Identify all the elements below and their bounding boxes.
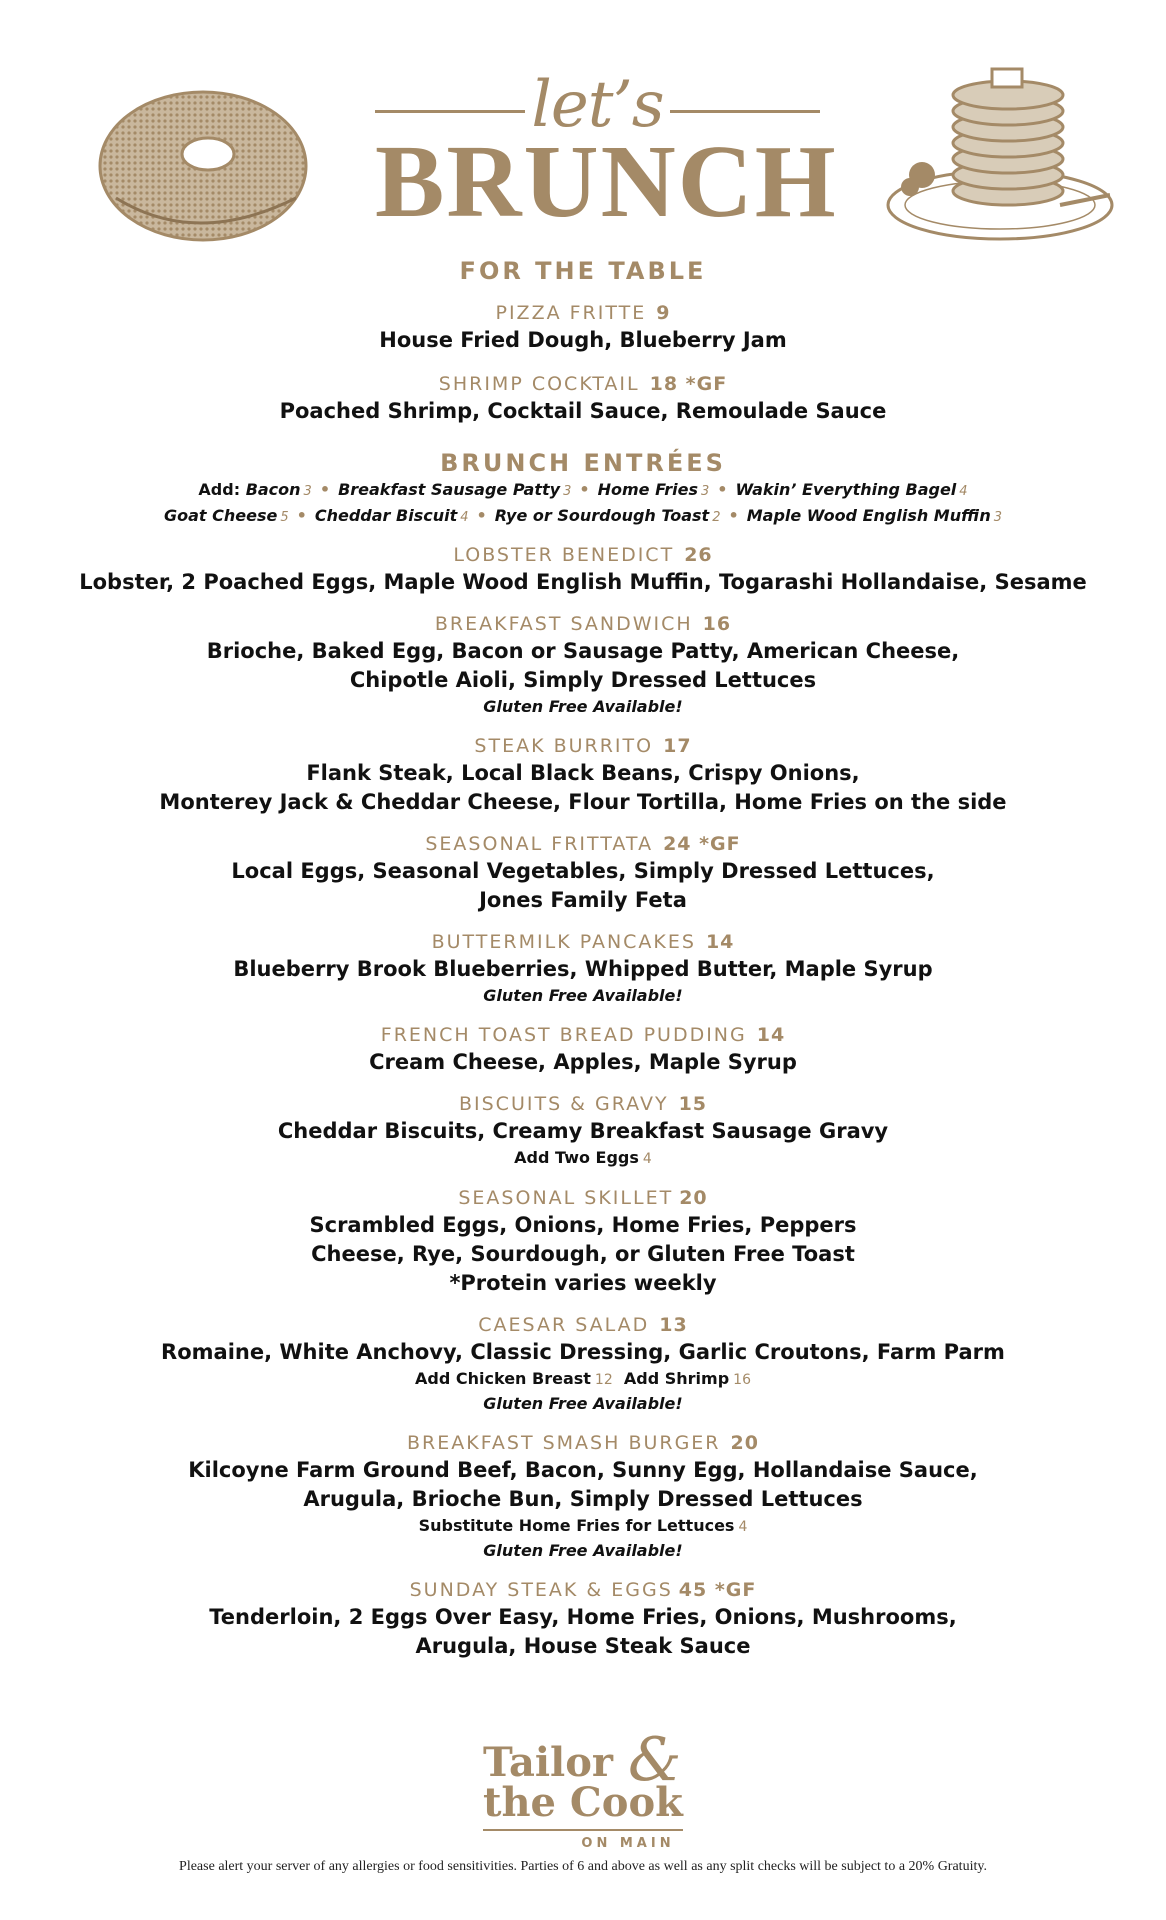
- addon-price: 5: [280, 510, 289, 525]
- item-name-text: PIZZA FRITTE: [495, 302, 647, 324]
- item-name-text: BISCUITS & GRAVY: [458, 1093, 669, 1115]
- logo-rule: [483, 1829, 683, 1831]
- menu-item-breakfast-smash-burger: [0, 1430, 1166, 1563]
- menu-body: [0, 250, 1166, 1661]
- item-description: Cheddar Biscuits, Creamy Breakfast Sausage Gravy: [277, 1119, 889, 1143]
- menu-item-seasonal-skillet: [0, 1185, 1166, 1298]
- menu-item-shrimp-cocktail: [0, 371, 1166, 426]
- add-on-line: [0, 1146, 1166, 1171]
- menu-item-breakfast-sandwich: [0, 611, 1166, 719]
- item-name-text: STEAK BURRITO: [474, 735, 654, 757]
- item-name-text: LOBSTER BENEDICT: [453, 544, 675, 566]
- section-title-for-the-table: FOR THE TABLE: [459, 257, 707, 285]
- addon-name: Breakfast Sausage Patty: [338, 480, 561, 499]
- logo-line-tailor: Tailor: [483, 1739, 613, 1786]
- bullet-separator: •: [717, 480, 728, 499]
- add-on-label: Add Two Eggs: [514, 1148, 639, 1167]
- addon-name: Bacon: [245, 480, 301, 499]
- tailor-and-the-cook-logo: [478, 1725, 698, 1862]
- item-price: 20: [730, 1432, 759, 1454]
- item-price: 15: [678, 1093, 708, 1115]
- menu-item-biscuits-and-gravy: [0, 1091, 1166, 1171]
- addon-name: Maple Wood English Muffin: [746, 506, 991, 525]
- menu-item-pizza-fritte: [0, 300, 1166, 355]
- item-price: 14: [756, 1024, 786, 1046]
- addon-price: 4: [959, 484, 968, 499]
- item-name: [0, 1022, 1166, 1048]
- item-price: 18 *GF: [649, 373, 728, 395]
- item-name-text: BUTTERMILK PANCAKES: [431, 931, 696, 953]
- add-on-price: 16: [733, 1372, 751, 1388]
- menu-item-buttermilk-pancakes: [0, 929, 1166, 1008]
- addon-name: Wakin’ Everything Bagel: [735, 480, 957, 499]
- item-name: [0, 371, 1166, 397]
- item-name: [0, 1312, 1166, 1338]
- pancake-stack-illustration: [880, 55, 1120, 250]
- lets-row: [375, 70, 820, 140]
- item-description: House Fried Dough, Blueberry Jam: [379, 328, 787, 352]
- item-description: Local Eggs, Seasonal Vegetables, Simply Dressed Lettuces,: [231, 859, 935, 883]
- item-description: Brioche, Baked Egg, Bacon or Sausage Patty, American Cheese,: [206, 639, 960, 663]
- item-price: 16: [702, 613, 732, 635]
- item-description: Scrambled Eggs, Onions, Home Fries, Peppers: [309, 1213, 857, 1237]
- addon-name: Home Fries: [597, 480, 698, 499]
- bagel-illustration: [96, 88, 311, 248]
- item-price: 24 *GF: [663, 833, 741, 855]
- addon-price: 2: [712, 510, 721, 525]
- menu-item-french-toast-bread-pudding: [0, 1022, 1166, 1077]
- title-rule-right: [670, 110, 820, 113]
- item-price: 20: [679, 1187, 708, 1209]
- bullet-separator: •: [579, 480, 590, 499]
- item-description: Romaine, White Anchovy, Classic Dressing, Garlic Croutons, Farm Parm: [161, 1340, 1005, 1364]
- addon-name: Goat Cheese: [163, 506, 278, 525]
- allergy-gratuity-notice: Please alert your server of any allergies or food sensitivities. Parties of 6 and above as well as any split checks will be subject to a 20% Gratuity.: [179, 1859, 987, 1874]
- item-name: [0, 1577, 1166, 1603]
- bullet-separator: •: [728, 506, 739, 525]
- brunch-text: BRUNCH: [375, 124, 838, 239]
- item-name: [0, 542, 1166, 568]
- add-on-line: [0, 1367, 1166, 1392]
- menu-item-steak-burrito: [0, 733, 1166, 817]
- item-price: 17: [663, 735, 692, 757]
- item-name: [0, 1091, 1166, 1117]
- add-on-price: 12: [594, 1372, 613, 1388]
- item-description: Tenderloin, 2 Eggs Over Easy, Home Fries, Onions, Mushrooms,: [209, 1605, 957, 1629]
- item-name-text: CAESAR SALAD: [478, 1314, 650, 1336]
- item-description: Chipotle Aioli, Simply Dressed Lettuces: [349, 668, 817, 692]
- logo-on-main: ON MAIN: [581, 1836, 675, 1851]
- addons-label: Add:: [198, 480, 241, 499]
- item-name-text: SEASONAL SKILLET: [458, 1187, 674, 1209]
- gluten-free-note: Gluten Free Available!: [483, 986, 683, 1005]
- addon-price: 4: [460, 510, 469, 525]
- gluten-free-note: Gluten Free Available!: [483, 697, 683, 716]
- addons-line-1: [0, 478, 1166, 504]
- item-name-text: FRENCH TOAST BREAD PUDDING: [380, 1024, 747, 1046]
- item-description: Cream Cheese, Apples, Maple Syrup: [369, 1050, 797, 1074]
- item-description: Blueberry Brook Blueberries, Whipped Butter, Maple Syrup: [233, 957, 933, 981]
- item-description: Cheese, Rye, Sourdough, or Gluten Free Toast: [311, 1242, 855, 1266]
- bullet-separator: •: [319, 480, 331, 499]
- addon-name: Rye or Sourdough Toast: [494, 506, 710, 525]
- item-name-text: BREAKFAST SMASH BURGER: [407, 1432, 721, 1454]
- item-description: Poached Shrimp, Cocktail Sauce, Remoulade Sauce: [279, 399, 887, 423]
- add-on-label: Add Chicken Breast: [415, 1369, 591, 1388]
- item-description: Flank Steak, Local Black Beans, Crispy Onions,: [306, 761, 860, 785]
- item-name-text: BREAKFAST SANDWICH: [434, 613, 693, 635]
- item-name: [0, 831, 1166, 857]
- item-price: 26: [684, 544, 713, 566]
- item-description: Arugula, House Steak Sauce: [415, 1634, 751, 1658]
- item-name-text: SHRIMP COCKTAIL: [438, 373, 640, 395]
- item-description: *Protein varies weekly: [449, 1271, 717, 1295]
- menu-item-lobster-benedict: [0, 542, 1166, 597]
- bullet-separator: •: [476, 506, 487, 525]
- gluten-free-note: Gluten Free Available!: [483, 1541, 683, 1560]
- addon-price: 3: [563, 484, 572, 499]
- item-description: Jones Family Feta: [479, 888, 687, 912]
- menu-item-seasonal-frittata: [0, 831, 1166, 915]
- add-on-price: 4: [642, 1151, 652, 1167]
- lets-text: let’s: [531, 68, 664, 142]
- add-on-price: 4: [738, 1519, 748, 1535]
- logo-ampersand: &: [628, 1725, 682, 1795]
- addon-price: 3: [701, 484, 710, 499]
- item-name: [0, 611, 1166, 637]
- menu-header: [0, 0, 1166, 250]
- add-on-line: [0, 1514, 1166, 1539]
- gluten-free-note: Gluten Free Available!: [483, 1394, 683, 1413]
- item-description: Lobster, 2 Poached Eggs, Maple Wood English Muffin, Togarashi Hollandaise, Sesame: [79, 570, 1087, 594]
- item-description: Monterey Jack & Cheddar Cheese, Flour Tortilla, Home Fries on the side: [159, 790, 1007, 814]
- add-on-label: Substitute Home Fries for Lettuces: [418, 1516, 735, 1535]
- add-on-label: Add Shrimp: [623, 1369, 730, 1388]
- item-description: Arugula, Brioche Bun, Simply Dressed Lettuces: [303, 1487, 863, 1511]
- addon-price: 3: [993, 510, 1002, 525]
- item-name: [0, 1430, 1166, 1456]
- item-name: [0, 733, 1166, 759]
- item-price: 14: [705, 931, 735, 953]
- section-title-brunch-entrees: BRUNCH ENTRÉES: [440, 449, 726, 477]
- bullet-separator: •: [296, 506, 307, 525]
- item-name: [0, 929, 1166, 955]
- item-name-text: SEASONAL FRITTATA: [425, 833, 654, 855]
- item-price: 45 *GF: [678, 1579, 757, 1601]
- item-price: 9: [656, 302, 671, 324]
- item-price: 13: [659, 1314, 688, 1336]
- item-description: Kilcoyne Farm Ground Beef, Bacon, Sunny Egg, Hollandaise Sauce,: [188, 1458, 978, 1482]
- brunch-title: [375, 68, 838, 239]
- menu-item-caesar-salad: [0, 1312, 1166, 1416]
- item-name: [0, 1185, 1166, 1211]
- logo-line-the-cook: the Cook: [483, 1779, 683, 1826]
- addon-name: Cheddar Biscuit: [314, 506, 458, 525]
- addons-line-2: [0, 504, 1166, 530]
- title-rule-left: [375, 110, 525, 113]
- item-name-text: SUNDAY STEAK & EGGS: [409, 1579, 673, 1601]
- item-name: [0, 300, 1166, 326]
- addon-price: 3: [303, 484, 312, 499]
- menu-item-sunday-steak-and-eggs: [0, 1577, 1166, 1661]
